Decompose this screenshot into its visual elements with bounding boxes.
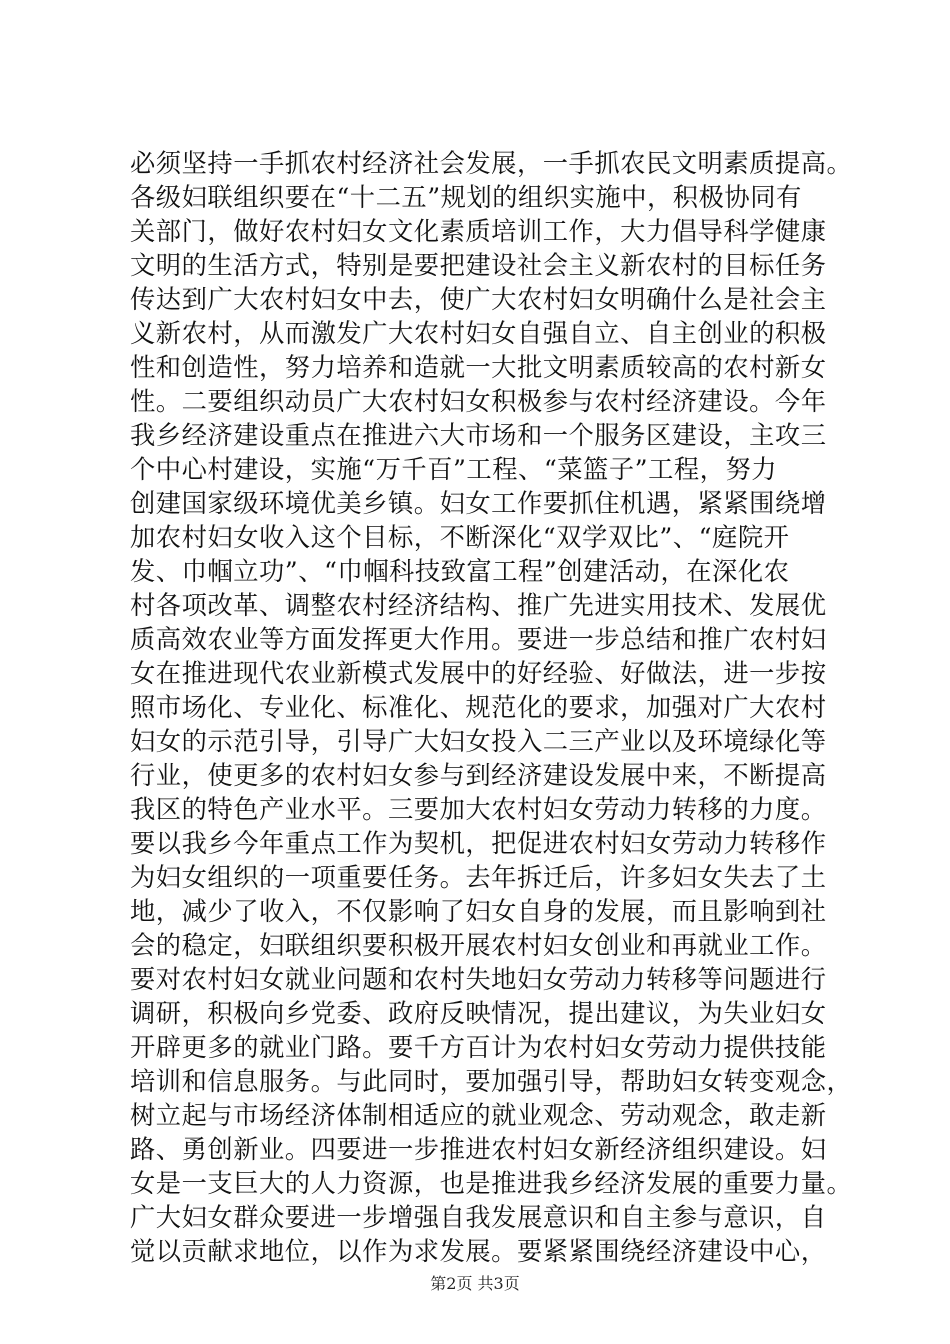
body-text-line: 性和创造性，努力培养和造就一大批文明素质较高的农村新女 xyxy=(130,353,827,382)
body-text-line: 加农村妇女收入这个目标，不断深化“双学双比”、“庭院开 xyxy=(130,523,790,552)
body-text-line: 关部门，做好农村妇女文化素质培训工作，大力倡导科学健康 xyxy=(130,217,827,246)
body-text-line: 路、勇创新业。四要进一步推进农村妇女新经济组织建设。妇 xyxy=(130,1135,827,1164)
body-text-line: 广大妇女群众要进一步增强自我发展意识和自主参与意识，自 xyxy=(130,1203,827,1232)
body-text-line: 传达到广大农村妇女中去，使广大农村妇女明确什么是社会主 xyxy=(130,285,827,314)
body-text-line: 觉以贡献求地位，以作为求发展。要紧紧围绕经济建设中心， xyxy=(130,1237,827,1266)
body-text-line: 质高效农业等方面发挥更大作用。要进一步总结和推广农村妇 xyxy=(130,625,827,654)
body-text-line: 照市场化、专业化、标准化、规范化的要求，加强对广大农村 xyxy=(130,693,827,722)
body-text-line: 义新农村，从而激发广大农村妇女自强自立、自主创业的积极 xyxy=(130,319,827,348)
body-text-line: 女是一支巨大的人力资源，也是推进我乡经济发展的重要力量。 xyxy=(130,1169,853,1198)
body-text-line: 培训和信息服务。与此同时，要加强引导，帮助妇女转变观念， xyxy=(130,1067,853,1096)
body-text-line: 我乡经济建设重点在推进六大市场和一个服务区建设，主攻三 xyxy=(130,421,827,450)
body-text-line: 各级妇联组织要在“十二五”规划的组织实施中，积极协同有 xyxy=(130,183,802,212)
body-text xyxy=(130,147,853,1269)
body-text-line: 会的稳定，妇联组织要积极开展农村妇女创业和再就业工作。 xyxy=(130,931,827,960)
body-text-line: 妇女的示范引导，引导广大妇女投入二三产业以及环境绿化等 xyxy=(130,727,827,756)
body-text-line: 开辟更多的就业门路。要千方百计为农村妇女劳动力提供技能 xyxy=(130,1033,827,1062)
body-text-line: 地，减少了收入，不仅影响了妇女自身的发展，而且影响到社 xyxy=(130,897,827,926)
body-text-line: 村各项改革、调整农村经济结构、推广先进实用技术、发展优 xyxy=(130,591,827,620)
body-text-line: 性。二要组织动员广大农村妇女积极参与农村经济建设。今年 xyxy=(130,387,827,416)
page-footer: 第2页 共3页 xyxy=(430,1274,520,1293)
body-text-line: 调研，积极向乡党委、政府反映情况，提出建议，为失业妇女 xyxy=(130,999,827,1028)
body-text-line: 行业，使更多的农村妇女参与到经济建设发展中来，不断提高 xyxy=(130,761,827,790)
body-text-line: 我区的特色产业水平。三要加大农村妇女劳动力转移的力度。 xyxy=(130,795,827,824)
body-text-line: 发、巾帼立功”、“巾帼科技致富工程”创建活动，在深化农 xyxy=(130,557,790,586)
body-text-line: 个中心村建设，实施“万千百”工程、“菜篮子”工程，努力 xyxy=(130,455,778,484)
body-text-line: 要以我乡今年重点工作为契机，把促进农村妇女劳动力转移作 xyxy=(130,829,827,858)
body-text-line: 女在推进现代农业新模式发展中的好经验、好做法，进一步按 xyxy=(130,659,827,688)
body-text-line: 要对农村妇女就业问题和农村失地妇女劳动力转移等问题进行 xyxy=(130,965,827,994)
body-text-line: 为妇女组织的一项重要任务。去年拆迁后，许多妇女失去了土 xyxy=(130,863,827,892)
body-text-line: 文明的生活方式，特别是要把建设社会主义新农村的目标任务 xyxy=(130,251,827,280)
body-text-line: 必须坚持一手抓农村经济社会发展，一手抓农民文明素质提高。 xyxy=(130,149,853,178)
body-text-line: 创建国家级环境优美乡镇。妇女工作要抓住机遇，紧紧围绕增 xyxy=(130,489,827,518)
body-text-line: 树立起与市场经济体制相适应的就业观念、劳动观念，敢走新 xyxy=(130,1101,827,1130)
